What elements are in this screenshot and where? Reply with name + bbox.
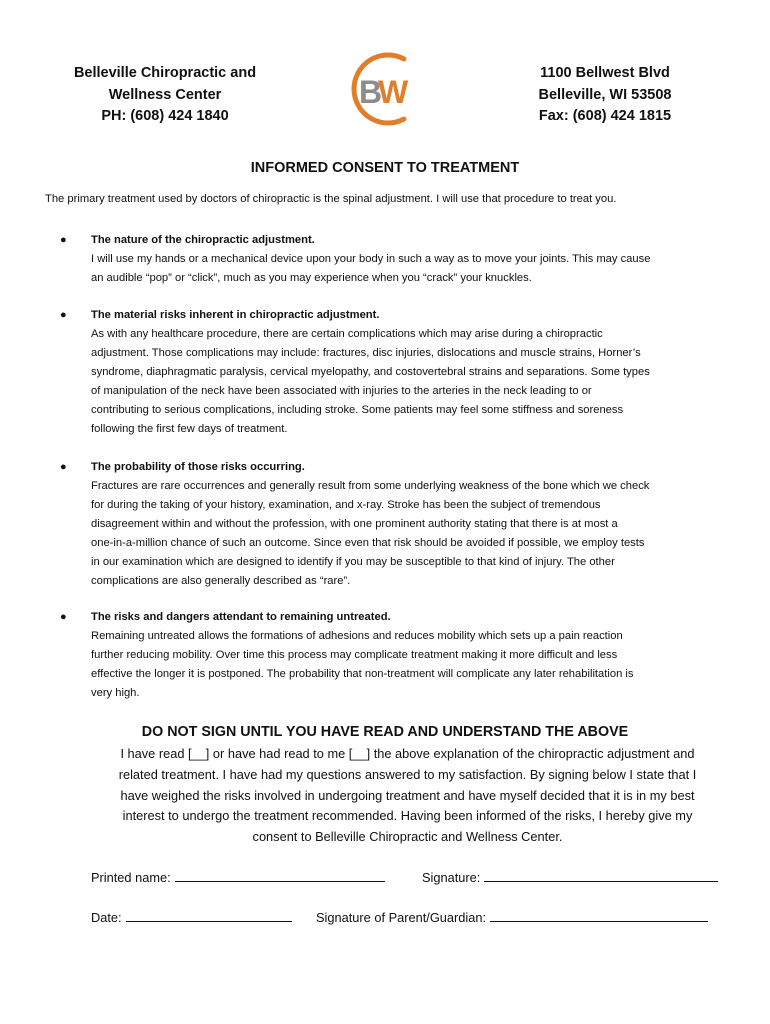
guardian-signature-field[interactable] bbox=[316, 910, 708, 925]
clinic-city: Belleville, WI 53508 bbox=[538, 86, 672, 103]
printed-name-line[interactable] bbox=[175, 871, 385, 882]
clinic-address-block bbox=[500, 63, 710, 128]
item-heading: The nature of the chiropractic adjustment. bbox=[91, 234, 315, 246]
clinic-name-line-2: Wellness Center bbox=[108, 86, 222, 103]
intro-paragraph: The primary treatment used by doctors of chiropractic is the spinal adjustment. I will use that procedure to treat you. bbox=[45, 193, 617, 205]
date-field[interactable] bbox=[91, 910, 292, 925]
consent-item bbox=[60, 231, 730, 288]
item-text: Remaining untreated allows the formations of adhesions and reduces mobility which sets up a pain reaction further reducing mobility. Over time this process may complicate treatment making it more difficult and less effective the longer it is postponed. The probability that non-treatment will complicate any later rehabilitation is very high. bbox=[91, 630, 634, 699]
item-text: I will use my hands or a mechanical device upon your body in such a way as to move your joints. This may cause an audible “pop” or “click”, much as you may experience when you “crack” your knuckles. bbox=[91, 253, 651, 284]
date-label: Date: bbox=[91, 910, 122, 925]
logo-letter-w: W bbox=[378, 74, 409, 110]
clinic-fax: Fax: (608) 424 1815 bbox=[538, 108, 672, 124]
item-text: Fractures are rare occurrences and generally result from some underlying weakness of the bone which we check for during the taking of your history, examination, and x-ray. Stroke has been the subject of tremendous disagreement within and without the profession, with one prominent authority stating that there is at most a one-in-a-million chance of such an outcome. Since even that risk should be avoided if possible, we employ tests in our examination which are designed to identify if you may be susceptible to that kind of injury. The other complications are also generally described as “rare”. bbox=[91, 480, 650, 587]
date-line[interactable] bbox=[126, 911, 292, 922]
logo-letter-b: B bbox=[359, 74, 383, 110]
bullet-icon: ● bbox=[60, 461, 67, 473]
clinic-street: 1100 Bellwest Blvd bbox=[540, 65, 670, 81]
warning-heading: DO NOT SIGN UNTIL YOU HAVE READ AND UNDERSTAND THE ABOVE bbox=[141, 724, 629, 740]
guardian-signature-line[interactable] bbox=[490, 911, 708, 922]
clinic-name-block bbox=[40, 63, 290, 128]
signature-field[interactable] bbox=[422, 870, 718, 885]
document-title: INFORMED CONSENT TO TREATMENT bbox=[250, 160, 520, 176]
clinic-name-line-1: Belleville Chiropractic and bbox=[73, 65, 257, 81]
item-heading: The material risks inherent in chiropractic adjustment. bbox=[91, 309, 380, 321]
printed-name-label: Printed name: bbox=[91, 870, 171, 885]
bullet-icon: ● bbox=[60, 234, 67, 246]
printed-name-field[interactable] bbox=[91, 870, 385, 885]
consent-item bbox=[60, 608, 730, 703]
item-heading: The risks and dangers attendant to remaining untreated. bbox=[91, 611, 391, 623]
consent-statement: I have read [__] or have had read to me [__] the above explanation of the chiropractic adjustment and related treatment. I have had my questions answered to my satisfaction. By signing below I state that I have weighed the risks involved in undergoing treatment and have myself decided that it is in my best interest to undergo the treatment recommended. Having been informed of the risks, I hereby give my consent to Belleville Chiropractic and Wellness Center. bbox=[118, 746, 697, 845]
item-heading: The probability of those risks occurring. bbox=[91, 461, 305, 473]
item-text: As with any healthcare procedure, there are certain complications which may arise during a chiropractic adjustment. Those complications may include: fractures, disc injuries, dislocations and muscle strains, Horner’s syndrome, diaphragmatic paralysis, cervical myelopathy, and costovertebral strains and separations. Some types of manipulation of the neck have been associated with injuries to the arteries in the neck leading to or contributing to serious complications, including stroke. Some patients may feel some stiffness and soreness following the first few days of treatment. bbox=[91, 328, 650, 435]
bullet-icon: ● bbox=[60, 309, 67, 321]
consent-item bbox=[60, 458, 730, 591]
consent-item bbox=[60, 306, 730, 439]
bullet-icon: ● bbox=[60, 611, 67, 623]
clinic-phone: PH: (608) 424 1840 bbox=[101, 108, 229, 124]
guardian-signature-label: Signature of Parent/Guardian: bbox=[316, 910, 487, 925]
signature-label: Signature: bbox=[422, 870, 481, 885]
clinic-logo bbox=[346, 49, 422, 129]
signature-line[interactable] bbox=[484, 871, 718, 882]
